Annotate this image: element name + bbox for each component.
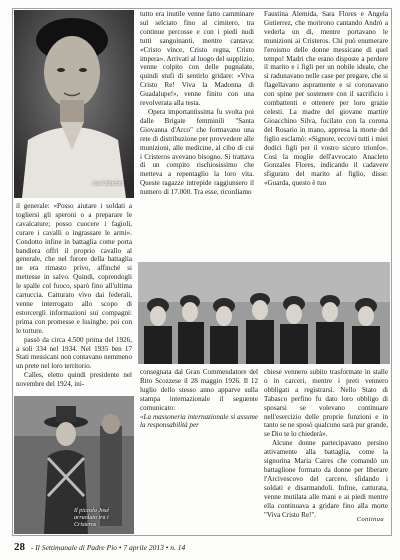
group-photo-image [138,262,390,364]
continua-label: Continua [356,516,384,523]
group-photo [138,262,390,364]
mid-top-text: tutto era inutile venne fatto camminare sul selciato fino al cimitero, tra continue percosse e con i piedi nudi tutti sanguinanti, mentre cantava: «Cristo vince, Cristo regna, Cristo impera». Arrivati al luogo del supplizio, venne colpito con delle pugnalate, quindi stufi di sentirlo gridare: «Viva Cristo Re! Viva la Madonna di Guadalupe!», venne finito con una revolverata alla testa. [140,10,254,108]
footer-text: - Il Settimanale di Padre Pio • 7 aprile 2013 • n. 14 [30,543,186,552]
boy-caption-line2: arruolato tra i Cristeros [74,515,109,528]
left-column [16,202,132,390]
page-number: 28 [14,541,25,553]
boy-caption-line1: Il piccolo José [74,508,109,514]
portrait-photo [14,10,134,198]
boy-soldier-photo [14,396,134,534]
middle-column-bottom [140,368,258,430]
portrait-caption: José Sánchez [92,181,124,187]
right-top-text: Faustina Alemida, Sara Flores e Angela Gutierrez, che morirono cantando Andrò a vederla un dì, mentre portavano le munizioni ai Cristeros. Chi può enumerare l'eroismo delle donne messicane di quel tempo! Madri che erano disposte a perdere il marito e i figli per un nobile ideale, che si radunavano nelle case per pregare, che si flagellavano aspramente e si coronavano con spine per sostenere con il sacrificio i combattenti e ottenere per loro grazie celesti. La madre del giovane martire Gioacchino Silva, fucilato con la corona del Rosario in mano, appresa la morte del figlio esclamò: «Signore, eccovi tutti i miei dodici figli per il vostro sicuro trionfo». Così la moglie dell'avvocato Anacleto Gonzales Flores, indicando il cadavere sfigurato del marito al figlio, disse: «Guarda, questo è tuo [264,10,388,188]
mid-top-para2: Opera importantissima fu svolta poi dalle Brigate femminili "Santa Giovanna d'Arco" che formavano una rete di distribuzione per provvedere alle munizioni, alle medicine, al cibo di cui i Cristeros avevano bisogno. Si trattava di un compito rischiosissimo che metteva a repentaglio la loro vita. Queste ragazze intrepide raggiunsero il numero di 17.000. Tra esse, ricordiamo [140,107,254,197]
mid-bottom-quote-text: «La massoneria internazionale si assume la responsabilità per [140,412,258,430]
mid-bottom-quote [140,413,258,431]
portrait-image [14,10,134,198]
middle-column-top [140,10,254,258]
left-col-para2: Calles, eletto quindi presidente nel novembre del 1924, ini- [16,371,132,389]
right-column-top [264,10,388,258]
right-bottom-text: chiese vennero subito trasformate in stalle o in carceri, mentre i preti vennero obbligati a registrarsi. Nello Stato di Tabasco perfino fu dato loro obbligo di sposarsi se volevano continuare nell'esercizio delle proprie funzioni e in tanto se ne sposò qualcuno sarà pur grande, se Dio te lo chiederà». [264,368,388,439]
left-col-text: il generale: «Posso aiutare i soldati a togliersi gli speroni o a preparare le cavalcature; posso cuocere i fagioli, curare i cavalli o ingrassare le armi». Condotto infine in battaglia come porta bandiera offrì il proprio cavallo al generale, che nel furore della battaglia ne era rimasto privo, affinché si mettesse in salvo. Quindi, coprendogli le spalle col fuoco, sparò fino all'ultima cartuccia. Catturato vivo dai federali, venne interrogato allo scopo di estorcergli informazioni sui compagni: prima con promesse e lusinghe, poi con le torture. [16,202,132,335]
mid-bottom-text: consegnata dal Gran Commendatore del Rito Scozzese il 28 maggio 1926. Il 12 luglio dello stesso anno apparve sulla stampa internazionale il seguente comunicato: [140,368,258,412]
right-bottom-para2: Alcune donne partecipavano persino attivamente alla battaglia, come la signorina Maria Caires che comandò un battaglione formato da donne per liberare l'Arcivescovo del carcere, sfidando i soldati e disarmandoli. Infine, catturata, venne mutilata alle mani e ai piedi mentre ella continuava a gridare fino alla morte "Viva Cristo Re!". [264,439,388,519]
right-column-bottom [264,368,388,519]
boy-caption [74,508,132,529]
page-footer [14,540,386,554]
left-col-extra: passò da circa 4.500 prima del 1926, a soli 334 nel 1934. Nel 1935 ben 17 Stati messicani non contavano nemmeno un prete nel loro territorio. [16,335,132,371]
